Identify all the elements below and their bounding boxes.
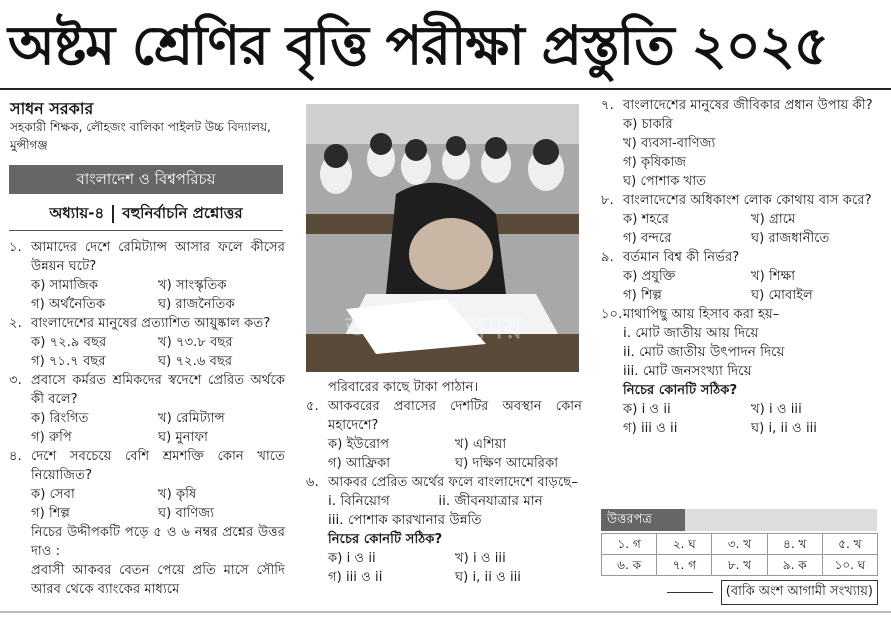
- option: গ) iii ও ii: [328, 570, 383, 585]
- classroom-photo: [306, 104, 579, 372]
- divider: [0, 611, 891, 613]
- question-number: ৪.: [9, 449, 22, 464]
- option: ঘ) মোবাইল: [751, 288, 813, 303]
- option: গ) আফ্রিকা: [328, 456, 391, 471]
- continued-note: [610, 580, 878, 605]
- question-number: ৯.: [601, 250, 614, 265]
- question-number: ৫.: [306, 399, 319, 414]
- answer-cell: ৫. খ: [823, 534, 878, 555]
- option: ক) রিংগিত: [31, 411, 89, 426]
- chapter-separator: [112, 205, 114, 223]
- statement: i. বিনিয়োগ: [328, 493, 390, 509]
- answer-key-title: উত্তরপত্র: [601, 509, 685, 531]
- option: ক) শহরে: [623, 212, 669, 227]
- option: ক) ইউরোপ: [328, 437, 390, 452]
- option: ঘ) i, ii ও iii: [455, 570, 521, 585]
- stem-text-continued: পরিবারের কাছে টাকা পাঠান।: [328, 380, 479, 395]
- answer-cell: ৮. খ: [712, 555, 767, 576]
- author-designation: সহকারী শিক্ষক, লৌহজং বালিকা পাইলট উচ্চ বিদ্যালয়, মুন্সীগঞ্জ: [10, 120, 271, 152]
- option: ক) চাকরি: [623, 117, 673, 132]
- answer-key-bar: [685, 509, 877, 531]
- question-7: [601, 96, 879, 191]
- option: ঘ) ৭২.৬ বছর: [158, 354, 233, 369]
- statement: ii. জীবনযাত্রার মান: [438, 493, 543, 509]
- question-text: বাংলাদেশের মানুষের প্রত্যাশিত আয়ুষ্কাল কত?: [31, 316, 271, 331]
- headline: অষ্টম শ্রেণির বৃত্তি পরীক্ষা প্রস্তুতি ২০২৫: [8, 13, 828, 77]
- option: গ) ৭১.৭ বছর: [31, 354, 106, 369]
- middle-column: [306, 378, 582, 587]
- question-number: ১০.: [601, 307, 623, 322]
- left-column: [9, 238, 285, 599]
- option: গ) রুপি: [31, 430, 72, 445]
- question-text: মাথাপিছু আয় হিসাব করা হয়–: [623, 307, 780, 322]
- option: গ) শিল্প: [623, 288, 662, 303]
- chapter-number: অধ্যায়-৪: [49, 204, 105, 222]
- option: খ) সাংস্কৃতিক: [158, 278, 227, 293]
- option: ক) i ও ii: [328, 551, 376, 566]
- right-column: [601, 96, 879, 438]
- answer-cell: ৪. খ: [768, 534, 823, 555]
- chapter-heading: [9, 200, 283, 226]
- option: খ) ব্যবসা-বাণিজ্য: [623, 136, 716, 151]
- question-text: আমাদের দেশে রেমিট্যান্স আসার ফলে কীসের উন্নয়ন ঘটে?: [31, 240, 285, 274]
- question-number: ৮.: [601, 193, 614, 208]
- stem-intro: নিচের উদ্দীপকটি পড়ে ৫ ও ৬ নম্বর প্রশ্নের উত্তর দাও :: [31, 525, 285, 559]
- question-2: [9, 314, 285, 371]
- question-number: ১.: [9, 240, 22, 255]
- author-name: সাধন সরকার: [10, 99, 94, 118]
- answer-cell: ১. গ: [602, 534, 657, 555]
- question-9: [601, 248, 879, 305]
- option: খ) রেমিট্যান্স: [158, 411, 225, 426]
- option: খ) এশিয়া: [455, 437, 507, 452]
- subject-banner: বাংলাদেশ ও বিশ্বপরিচয়: [9, 165, 283, 194]
- option: ঘ) i, ii ও iii: [751, 421, 817, 436]
- statement: ii. মোট জাতীয় উৎপাদন দিয়ে: [623, 344, 785, 360]
- question-text: বাংলাদেশের মানুষের জীবিকার প্রধান উপায় কী?: [623, 98, 873, 113]
- question-text: বাংলাদেশের অধিকাংশ লোক কোথায় বাস করে?: [623, 193, 872, 208]
- question-number: ৭.: [601, 98, 614, 113]
- which-correct: নিচের কোনটি সঠিক?: [623, 383, 738, 398]
- option: খ) শিক্ষা: [751, 269, 796, 284]
- answer-cell: ২. ঘ: [657, 534, 712, 555]
- divider: [0, 88, 891, 90]
- option: ঘ) রাজনৈতিক: [158, 297, 235, 312]
- option: ক) প্রযুক্তি: [623, 269, 676, 284]
- chapter-topic: বহুনির্বাচনি প্রশ্নোত্তর: [122, 204, 243, 222]
- question-4: [9, 447, 285, 523]
- question-10: [601, 305, 879, 438]
- question-number: ৬.: [306, 475, 319, 490]
- option: গ) শিল্প: [31, 506, 70, 521]
- question-number: ২.: [9, 316, 22, 331]
- option: গ) iii ও ii: [623, 421, 678, 436]
- question-3: [9, 371, 285, 447]
- question-text: বর্তমান বিশ্ব কী নির্ভর?: [623, 250, 740, 265]
- question-text: আকবর প্রেরিত অর্থের ফলে বাংলাদেশে বাড়ছে–: [328, 475, 578, 490]
- statement: i. মোট জাতীয় আয় দিয়ে: [623, 325, 759, 341]
- question-text: দেশে সবচেয়ে বেশি শ্রমশক্তি কোন খাতে নিয়োজিত?: [31, 449, 285, 483]
- question-text: আকবরের প্রবাসের দেশটির অবস্থান কোন মহাদেশে?: [328, 399, 582, 433]
- answer-cell: ৬. ক: [602, 555, 657, 576]
- option: ক) i ও ii: [623, 402, 671, 417]
- option: ঘ) দক্ষিণ আমেরিকা: [455, 456, 559, 471]
- continued-text: (বাকি অংশ আগামী সংখ্যায়): [721, 580, 878, 605]
- answer-key-table: [601, 533, 878, 576]
- option: খ) i ও iii: [751, 402, 802, 417]
- answer-cell: ১০. ঘ: [823, 555, 878, 576]
- option: খ) i ও iii: [455, 551, 506, 566]
- answer-cell: ৩. খ: [712, 534, 767, 555]
- answer-cell: ৭. গ: [657, 555, 712, 576]
- divider: [9, 230, 283, 231]
- divider: [667, 592, 713, 593]
- option: গ) অর্থনৈতিক: [31, 297, 106, 312]
- option: ঘ) মুনাফা: [158, 430, 208, 445]
- answer-cell: ৯. ক: [768, 555, 823, 576]
- question-6: [306, 473, 582, 587]
- option: খ) ৭৩.৮ বছর: [158, 335, 233, 350]
- option: গ) কৃষিকাজ: [623, 155, 687, 170]
- question-text: প্রবাসে কর্মরত শ্রমিকদের স্বদেশে প্রেরিত অর্থকে কী বলে?: [31, 373, 285, 407]
- option: ক) সেবা: [31, 487, 75, 502]
- option: ক) ৭২.৯ বছর: [31, 335, 107, 350]
- option: খ) গ্রামে: [751, 212, 796, 227]
- option: ঘ) পোশাক খাত: [623, 174, 707, 189]
- option: ক) সামাজিক: [31, 278, 99, 293]
- stem-text: প্রবাসী আকবর বেতন পেয়ে প্রতি মাসে সৌদি আরব থেকে ব্যাংকের মাধ্যমে: [31, 563, 285, 597]
- question-1: [9, 238, 285, 314]
- option: ঘ) রাজধানীতে: [751, 231, 830, 246]
- question-8: [601, 191, 879, 248]
- option: খ) কৃষি: [158, 487, 197, 502]
- statement: iii. পোশাক কারখানার উন্নতি: [328, 512, 482, 528]
- question-5: [306, 397, 582, 473]
- which-correct: নিচের কোনটি সঠিক?: [328, 532, 443, 547]
- watermark: আমাদের সময়: [346, 311, 524, 346]
- question-number: ৩.: [9, 373, 22, 388]
- option: গ) বন্দরে: [623, 231, 672, 246]
- option: ঘ) বাণিজ্য: [158, 506, 215, 521]
- statement: iii. মোট জনসংখ্যা দিয়ে: [623, 363, 752, 379]
